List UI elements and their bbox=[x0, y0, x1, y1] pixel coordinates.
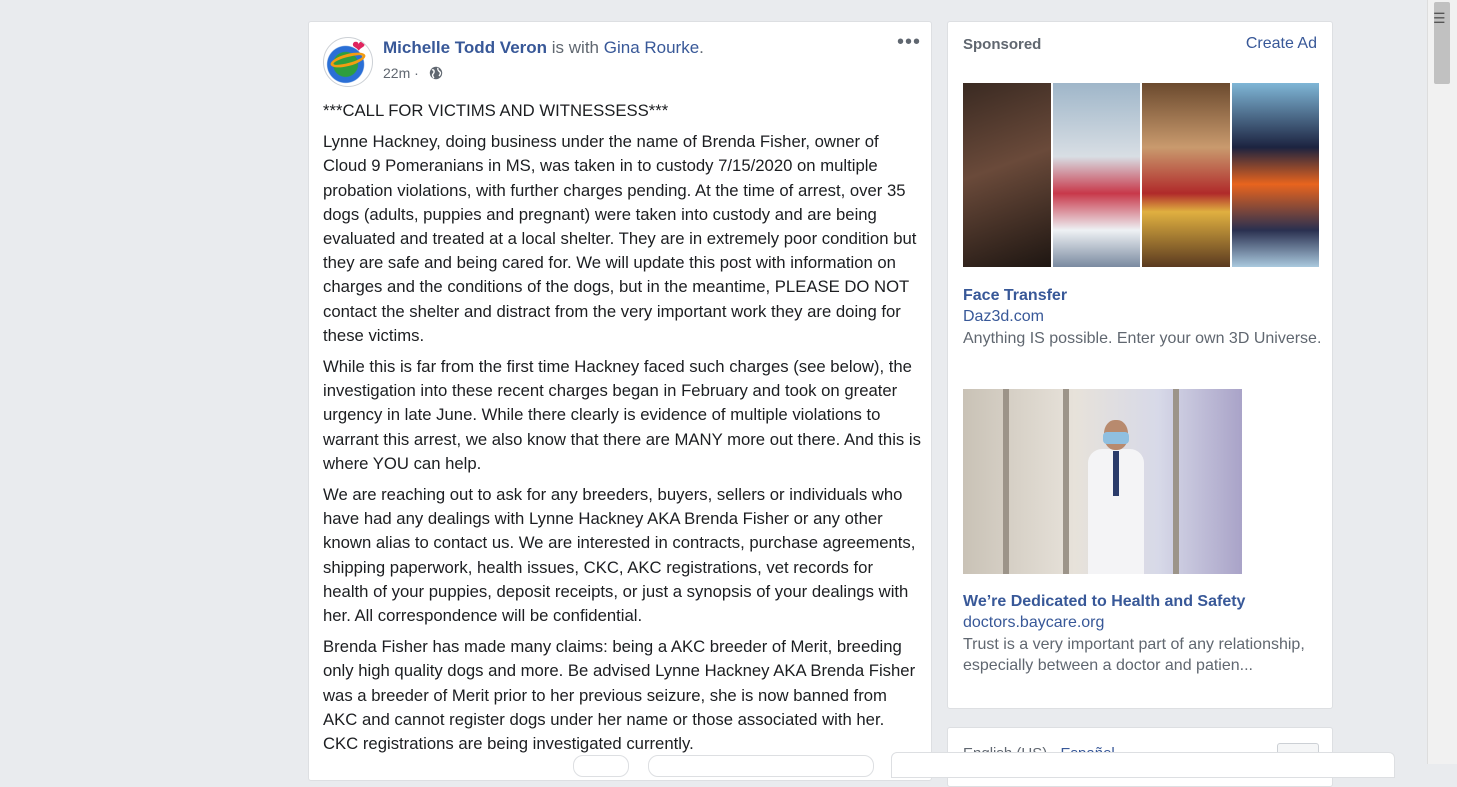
with-text: is with bbox=[547, 38, 604, 57]
menu-icon[interactable]: ☰ bbox=[1433, 10, 1446, 26]
ad-image-panel bbox=[1053, 83, 1141, 267]
post-paragraph: Brenda Fisher has made many claims: being a AKC breeder of Merit, breeding only high quality dogs and more. Be advised Lynne Hackney AKA Brenda Fisher was a breeder of Merit prior to her previous seizure, she is now banned from AKC and cannot register dogs under her name or those associated with her. CKC registrations are being investigated currently. bbox=[323, 637, 916, 754]
sponsored-sidebar bbox=[947, 21, 1333, 709]
post-action-pill[interactable] bbox=[648, 755, 874, 777]
ad-image-panel bbox=[1232, 83, 1320, 267]
ad-title-link[interactable]: Face Transfer bbox=[963, 287, 1068, 304]
post-paragraph: We are reaching out to ask for any breeders, buyers, sellers or individuals who have had any dealings with Lynne Hackney AKA Brenda Fisher or any other known alias to contact us. We are interested in contracts, purchase agreements, shipping paperwork, health issues, CKC, AKC registrations, vet records for health of your puppies, deposit receipts, or just a synopsis of your dealings with her. All correspondence will be confidential. bbox=[323, 485, 916, 626]
ad-image-panel bbox=[1142, 83, 1230, 267]
post-timestamp-link[interactable]: 22m bbox=[383, 65, 411, 81]
meta-separator: · bbox=[410, 65, 423, 81]
tagged-user-link[interactable]: Gina Rourke bbox=[603, 38, 700, 57]
author-name-link[interactable]: Michelle Todd Veron bbox=[383, 38, 548, 57]
ad-image-face-transfer[interactable] bbox=[963, 83, 1319, 267]
heart-icon: ❤ bbox=[352, 39, 366, 56]
author-avatar[interactable] bbox=[323, 37, 373, 87]
ad-image-baycare[interactable] bbox=[963, 389, 1242, 574]
scrollbar[interactable] bbox=[1427, 0, 1457, 764]
globe-icon[interactable] bbox=[429, 66, 443, 80]
post-paragraph: Lynne Hackney, doing business under the name of Brenda Fisher, owner of Cloud 9 Pomeranians in MS, was taken in to custody 7/15/2020 on multiple probation violations, with further charges pending. At the time of arrest, over 35 dogs (adults, puppies and pregnant) were taken into custody and are being evaluated and treated at a local shelter. They are in extremely poor condition but they are safe and being cared for. We will update this post with information on charges and the conditions of the dogs, but in the meantime, PLEASE DO NOT contact the shelter and distract from the very important work they are doing for these victims. bbox=[323, 132, 917, 345]
post-action-pill[interactable] bbox=[573, 755, 629, 777]
ad-description: Trust is a very important part of any relationship, especially between a doctor and patien... bbox=[963, 636, 1305, 674]
ad-title-link[interactable]: We’re Dedicated to Health and Safety bbox=[963, 593, 1246, 610]
ad-image-panel bbox=[963, 83, 1051, 267]
post-meta bbox=[383, 65, 443, 81]
ad-description: Anything IS possible. Enter your own 3D Universe. bbox=[963, 330, 1322, 347]
feed-post bbox=[308, 21, 932, 781]
tagged-suffix: . bbox=[699, 38, 704, 57]
more-options-icon[interactable]: ••• bbox=[896, 31, 921, 53]
post-header bbox=[383, 38, 704, 58]
sponsored-heading: Sponsored bbox=[963, 36, 1042, 53]
create-ad-link[interactable]: Create Ad bbox=[1245, 35, 1317, 52]
chat-bar[interactable] bbox=[891, 752, 1395, 778]
post-paragraph: ***CALL FOR VICTIMS AND WITNESSESS*** bbox=[323, 101, 669, 120]
post-body bbox=[323, 99, 923, 763]
ad-domain: Daz3d.com bbox=[963, 308, 1044, 325]
ad-domain: doctors.baycare.org bbox=[963, 614, 1105, 631]
post-paragraph: While this is far from the first time Hackney faced such charges (see below), the investigation into these recent charges began in February and took on greater urgency in late June. While there clearly is evidence of multiple violations to warrant this arrest, we also know that there are MANY more out there. And this is where YOU can help. bbox=[323, 357, 921, 473]
